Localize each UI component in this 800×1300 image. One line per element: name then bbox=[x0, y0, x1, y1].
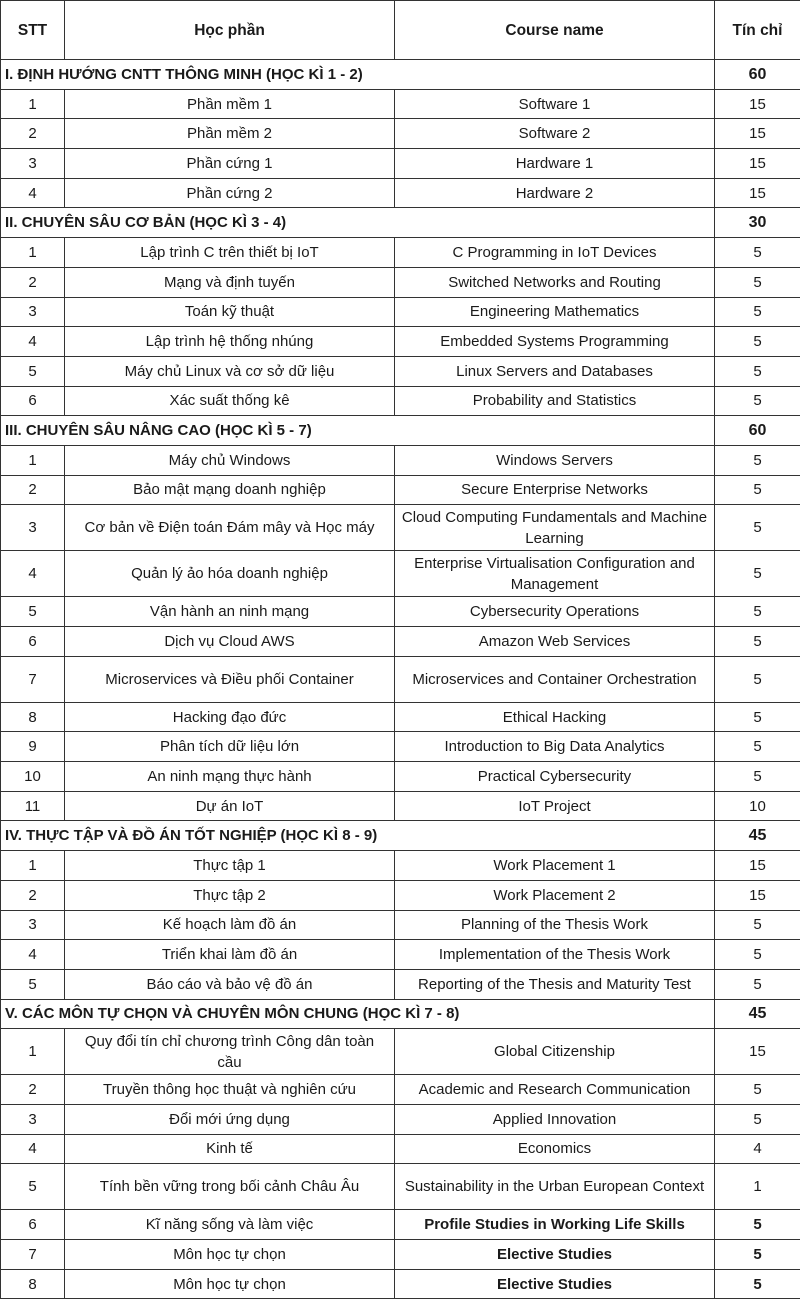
header-stt: STT bbox=[1, 1, 65, 60]
cell-tin-chi: 5 bbox=[715, 1240, 800, 1270]
cell-hoc-phan: Phân tích dữ liệu lớn bbox=[65, 732, 395, 762]
cell-tin-chi: 4 bbox=[715, 1134, 800, 1164]
cell-course-name: Microservices and Container Orchestration bbox=[395, 656, 715, 702]
cell-stt: 3 bbox=[1, 1104, 65, 1134]
cell-hoc-phan: Báo cáo và bảo vệ đồ án bbox=[65, 969, 395, 999]
cell-hoc-phan: Lập trình hệ thống nhúng bbox=[65, 327, 395, 357]
table-row bbox=[1, 851, 800, 881]
table-row bbox=[1, 762, 800, 792]
cell-stt: 6 bbox=[1, 386, 65, 416]
cell-course-name: Engineering Mathematics bbox=[395, 297, 715, 327]
table-row bbox=[1, 732, 800, 762]
table-row bbox=[1, 238, 800, 268]
table-row bbox=[1, 119, 800, 149]
cell-course-name: Linux Servers and Databases bbox=[395, 356, 715, 386]
cell-tin-chi: 5 bbox=[715, 297, 800, 327]
cell-tin-chi: 5 bbox=[715, 445, 800, 475]
cell-stt: 9 bbox=[1, 732, 65, 762]
cell-hoc-phan: Mạng và định tuyến bbox=[65, 267, 395, 297]
cell-stt: 8 bbox=[1, 702, 65, 732]
cell-tin-chi: 5 bbox=[715, 386, 800, 416]
section-title: II. CHUYÊN SÂU CƠ BẢN (HỌC KÌ 3 - 4) bbox=[1, 208, 715, 238]
table-row bbox=[1, 1164, 800, 1210]
cell-stt: 7 bbox=[1, 656, 65, 702]
cell-hoc-phan: Phần cứng 2 bbox=[65, 178, 395, 208]
cell-stt: 2 bbox=[1, 1075, 65, 1105]
cell-stt: 5 bbox=[1, 356, 65, 386]
cell-stt: 8 bbox=[1, 1269, 65, 1299]
section-credits: 45 bbox=[715, 999, 800, 1029]
table-row bbox=[1, 1075, 800, 1105]
section-credits: 30 bbox=[715, 208, 800, 238]
table-row bbox=[1, 386, 800, 416]
cell-tin-chi: 5 bbox=[715, 762, 800, 792]
table-row bbox=[1, 702, 800, 732]
cell-stt: 4 bbox=[1, 1134, 65, 1164]
cell-tin-chi: 5 bbox=[715, 1269, 800, 1299]
cell-tin-chi: 5 bbox=[715, 356, 800, 386]
cell-course-name: Cloud Computing Fundamentals and Machine Learning bbox=[395, 505, 715, 551]
section-title: IV. THỰC TẬP VÀ ĐỒ ÁN TỐT NGHIỆP (HỌC KÌ 8 - 9) bbox=[1, 821, 715, 851]
table-row bbox=[1, 627, 800, 657]
cell-stt: 3 bbox=[1, 505, 65, 551]
cell-course-name: Economics bbox=[395, 1134, 715, 1164]
cell-tin-chi: 5 bbox=[715, 267, 800, 297]
cell-tin-chi: 5 bbox=[715, 732, 800, 762]
cell-stt: 2 bbox=[1, 119, 65, 149]
cell-course-name: Switched Networks and Routing bbox=[395, 267, 715, 297]
cell-tin-chi: 5 bbox=[715, 551, 800, 597]
cell-tin-chi: 15 bbox=[715, 880, 800, 910]
section-header-row bbox=[1, 821, 800, 851]
cell-stt: 1 bbox=[1, 445, 65, 475]
cell-stt: 4 bbox=[1, 178, 65, 208]
cell-course-name: Secure Enterprise Networks bbox=[395, 475, 715, 505]
cell-tin-chi: 5 bbox=[715, 597, 800, 627]
section-header-row bbox=[1, 60, 800, 90]
table-row bbox=[1, 1134, 800, 1164]
cell-tin-chi: 1 bbox=[715, 1164, 800, 1210]
table-row bbox=[1, 1104, 800, 1134]
cell-hoc-phan: Quy đổi tín chỉ chương trình Công dân toàn cầu bbox=[65, 1029, 395, 1075]
cell-stt: 4 bbox=[1, 551, 65, 597]
cell-tin-chi: 15 bbox=[715, 851, 800, 881]
section-title: I. ĐỊNH HƯỚNG CNTT THÔNG MINH (HỌC KÌ 1 - 2) bbox=[1, 60, 715, 90]
cell-stt: 4 bbox=[1, 327, 65, 357]
table-row bbox=[1, 1029, 800, 1075]
cell-tin-chi: 5 bbox=[715, 1210, 800, 1240]
cell-tin-chi: 5 bbox=[715, 910, 800, 940]
section-credits: 60 bbox=[715, 416, 800, 446]
cell-course-name: Elective Studies bbox=[395, 1240, 715, 1270]
cell-tin-chi: 5 bbox=[715, 627, 800, 657]
cell-hoc-phan: Môn học tự chọn bbox=[65, 1240, 395, 1270]
cell-hoc-phan: Kinh tế bbox=[65, 1134, 395, 1164]
cell-hoc-phan: Microservices và Điều phối Container bbox=[65, 656, 395, 702]
table-row bbox=[1, 1269, 800, 1299]
cell-stt: 2 bbox=[1, 475, 65, 505]
cell-stt: 3 bbox=[1, 149, 65, 179]
cell-tin-chi: 15 bbox=[715, 1029, 800, 1075]
cell-course-name: Introduction to Big Data Analytics bbox=[395, 732, 715, 762]
cell-hoc-phan: Lập trình C trên thiết bị IoT bbox=[65, 238, 395, 268]
cell-hoc-phan: Phần mềm 2 bbox=[65, 119, 395, 149]
cell-course-name: Hardware 1 bbox=[395, 149, 715, 179]
cell-course-name: Hardware 2 bbox=[395, 178, 715, 208]
header-hoc-phan: Học phần bbox=[65, 1, 395, 60]
cell-stt: 11 bbox=[1, 791, 65, 821]
cell-course-name: Probability and Statistics bbox=[395, 386, 715, 416]
cell-hoc-phan: An ninh mạng thực hành bbox=[65, 762, 395, 792]
table-row bbox=[1, 89, 800, 119]
cell-hoc-phan: Quản lý ảo hóa doanh nghiệp bbox=[65, 551, 395, 597]
cell-course-name: Practical Cybersecurity bbox=[395, 762, 715, 792]
cell-hoc-phan: Môn học tự chọn bbox=[65, 1269, 395, 1299]
table-body bbox=[1, 60, 800, 1299]
cell-stt: 1 bbox=[1, 851, 65, 881]
cell-stt: 3 bbox=[1, 297, 65, 327]
table-row bbox=[1, 791, 800, 821]
cell-course-name: Sustainability in the Urban European Context bbox=[395, 1164, 715, 1210]
cell-stt: 6 bbox=[1, 627, 65, 657]
header-course-name: Course name bbox=[395, 1, 715, 60]
table-row bbox=[1, 297, 800, 327]
cell-stt: 1 bbox=[1, 89, 65, 119]
table-row bbox=[1, 656, 800, 702]
table-row bbox=[1, 445, 800, 475]
cell-course-name: Embedded Systems Programming bbox=[395, 327, 715, 357]
cell-hoc-phan: Đổi mới ứng dụng bbox=[65, 1104, 395, 1134]
table-row bbox=[1, 267, 800, 297]
cell-course-name: Amazon Web Services bbox=[395, 627, 715, 657]
cell-course-name: Elective Studies bbox=[395, 1269, 715, 1299]
cell-course-name: IoT Project bbox=[395, 791, 715, 821]
cell-course-name: Enterprise Virtualisation Configuration and Management bbox=[395, 551, 715, 597]
cell-tin-chi: 15 bbox=[715, 119, 800, 149]
cell-stt: 5 bbox=[1, 597, 65, 627]
cell-course-name: Academic and Research Communication bbox=[395, 1075, 715, 1105]
cell-hoc-phan: Thực tập 2 bbox=[65, 880, 395, 910]
cell-course-name: Work Placement 1 bbox=[395, 851, 715, 881]
cell-course-name: Applied Innovation bbox=[395, 1104, 715, 1134]
cell-tin-chi: 5 bbox=[715, 327, 800, 357]
cell-tin-chi: 15 bbox=[715, 89, 800, 119]
cell-tin-chi: 5 bbox=[715, 475, 800, 505]
cell-hoc-phan: Kế hoạch làm đồ án bbox=[65, 910, 395, 940]
cell-hoc-phan: Vận hành an ninh mạng bbox=[65, 597, 395, 627]
cell-course-name: Planning of the Thesis Work bbox=[395, 910, 715, 940]
cell-tin-chi: 5 bbox=[715, 238, 800, 268]
cell-tin-chi: 5 bbox=[715, 1075, 800, 1105]
table-row bbox=[1, 551, 800, 597]
table-row bbox=[1, 178, 800, 208]
section-header-row bbox=[1, 999, 800, 1029]
cell-stt: 2 bbox=[1, 880, 65, 910]
header-tin-chi: Tín chỉ bbox=[715, 1, 800, 60]
table-row bbox=[1, 969, 800, 999]
cell-hoc-phan: Máy chủ Linux và cơ sở dữ liệu bbox=[65, 356, 395, 386]
cell-tin-chi: 15 bbox=[715, 149, 800, 179]
cell-course-name: Global Citizenship bbox=[395, 1029, 715, 1075]
table-row bbox=[1, 149, 800, 179]
cell-tin-chi: 5 bbox=[715, 969, 800, 999]
cell-hoc-phan: Tính bền vững trong bối cảnh Châu Âu bbox=[65, 1164, 395, 1210]
cell-course-name: C Programming in IoT Devices bbox=[395, 238, 715, 268]
cell-hoc-phan: Cơ bản về Điện toán Đám mây và Học máy bbox=[65, 505, 395, 551]
cell-hoc-phan: Truyền thông học thuật và nghiên cứu bbox=[65, 1075, 395, 1105]
cell-hoc-phan: Hacking đạo đức bbox=[65, 702, 395, 732]
cell-hoc-phan: Máy chủ Windows bbox=[65, 445, 395, 475]
cell-course-name: Profile Studies in Working Life Skills bbox=[395, 1210, 715, 1240]
cell-stt: 4 bbox=[1, 940, 65, 970]
cell-stt: 1 bbox=[1, 238, 65, 268]
table-row bbox=[1, 1240, 800, 1270]
cell-tin-chi: 5 bbox=[715, 1104, 800, 1134]
cell-hoc-phan: Bảo mật mạng doanh nghiệp bbox=[65, 475, 395, 505]
table-header-row bbox=[1, 1, 800, 60]
cell-stt: 7 bbox=[1, 1240, 65, 1270]
cell-course-name: Ethical Hacking bbox=[395, 702, 715, 732]
cell-tin-chi: 5 bbox=[715, 505, 800, 551]
cell-tin-chi: 15 bbox=[715, 178, 800, 208]
section-credits: 60 bbox=[715, 60, 800, 90]
cell-course-name: Implementation of the Thesis Work bbox=[395, 940, 715, 970]
table-row bbox=[1, 940, 800, 970]
table-row bbox=[1, 1210, 800, 1240]
cell-hoc-phan: Triển khai làm đồ án bbox=[65, 940, 395, 970]
cell-hoc-phan: Dự án IoT bbox=[65, 791, 395, 821]
table-row bbox=[1, 356, 800, 386]
cell-hoc-phan: Phần mềm 1 bbox=[65, 89, 395, 119]
cell-hoc-phan: Toán kỹ thuật bbox=[65, 297, 395, 327]
cell-stt: 10 bbox=[1, 762, 65, 792]
cell-course-name: Software 2 bbox=[395, 119, 715, 149]
cell-course-name: Windows Servers bbox=[395, 445, 715, 475]
section-header-row bbox=[1, 416, 800, 446]
cell-tin-chi: 5 bbox=[715, 940, 800, 970]
section-header-row bbox=[1, 208, 800, 238]
table-row bbox=[1, 475, 800, 505]
cell-hoc-phan: Phần cứng 1 bbox=[65, 149, 395, 179]
section-title: V. CÁC MÔN TỰ CHỌN VÀ CHUYÊN MÔN CHUNG (HỌC KÌ 7 - 8) bbox=[1, 999, 715, 1029]
cell-stt: 1 bbox=[1, 1029, 65, 1075]
cell-stt: 5 bbox=[1, 969, 65, 999]
table-row bbox=[1, 597, 800, 627]
cell-stt: 5 bbox=[1, 1164, 65, 1210]
cell-tin-chi: 5 bbox=[715, 702, 800, 732]
table-row bbox=[1, 880, 800, 910]
cell-course-name: Software 1 bbox=[395, 89, 715, 119]
section-credits: 45 bbox=[715, 821, 800, 851]
table-row bbox=[1, 505, 800, 551]
cell-hoc-phan: Xác suất thống kê bbox=[65, 386, 395, 416]
cell-hoc-phan: Dịch vụ Cloud AWS bbox=[65, 627, 395, 657]
cell-course-name: Reporting of the Thesis and Maturity Test bbox=[395, 969, 715, 999]
cell-hoc-phan: Thực tập 1 bbox=[65, 851, 395, 881]
cell-tin-chi: 5 bbox=[715, 656, 800, 702]
cell-course-name: Work Placement 2 bbox=[395, 880, 715, 910]
table-row bbox=[1, 327, 800, 357]
cell-stt: 2 bbox=[1, 267, 65, 297]
section-title: III. CHUYÊN SÂU NÂNG CAO (HỌC KÌ 5 - 7) bbox=[1, 416, 715, 446]
cell-stt: 3 bbox=[1, 910, 65, 940]
cell-tin-chi: 10 bbox=[715, 791, 800, 821]
cell-course-name: Cybersecurity Operations bbox=[395, 597, 715, 627]
table-row bbox=[1, 910, 800, 940]
cell-hoc-phan: Kĩ năng sống và làm việc bbox=[65, 1210, 395, 1240]
cell-stt: 6 bbox=[1, 1210, 65, 1240]
